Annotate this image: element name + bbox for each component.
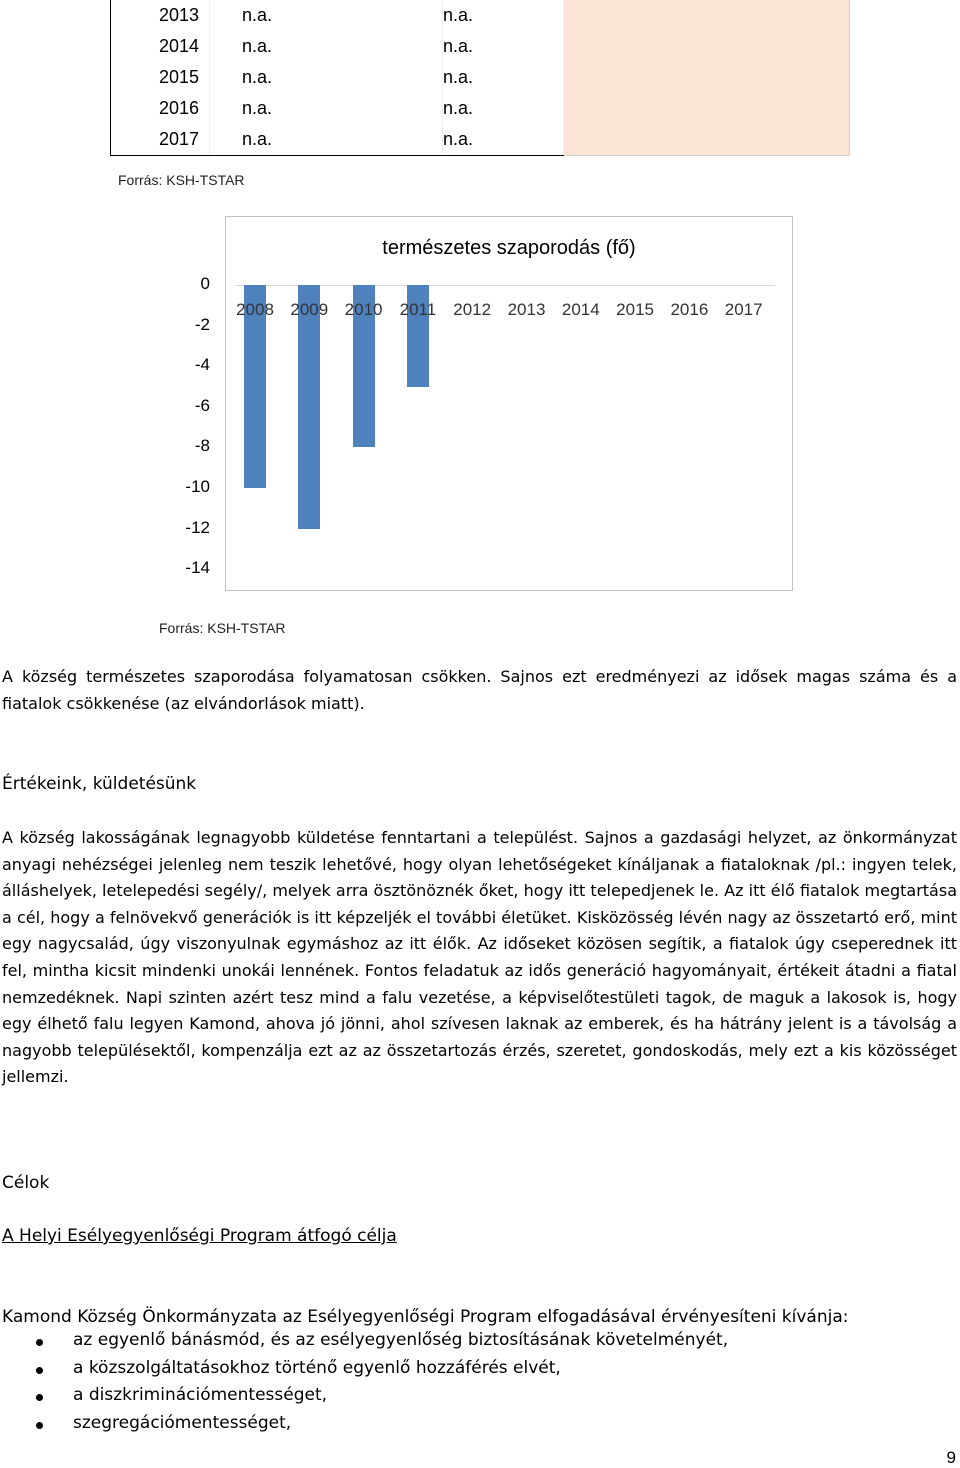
list-item: az egyenlő bánásmód, és az esélyegyenlőség biztosításának követelményét,: [0, 1330, 728, 1358]
y-tick-label: -10: [185, 477, 210, 496]
table-source: Forrás: KSH-TSTAR: [118, 172, 245, 188]
shaded-cell: [564, 124, 850, 156]
goals-list: [0, 1330, 728, 1440]
list-item: a diszkriminációmentességet,: [0, 1385, 728, 1413]
value-cell: n.a.: [443, 31, 564, 62]
y-tick-label: 0: [200, 274, 210, 293]
y-tick-label: -8: [194, 436, 210, 456]
table-row: [111, 93, 850, 124]
shaded-cell: [564, 93, 850, 124]
shaded-cell: [564, 0, 850, 31]
chart-title: természetes szaporodás (fő): [382, 237, 636, 259]
intro-text: Kamond Község Önkormányzata az Esélyegyenlőségi Program elfogadásával érvényesíteni kívánja:: [2, 1307, 849, 1327]
list-item: szegregációmentességet,: [0, 1413, 728, 1441]
value-cell: n.a.: [210, 124, 443, 156]
value-cell: n.a.: [443, 62, 564, 93]
paragraph-mission: A község lakosságának legnagyobb küldetése fenntartani a települést. Sajnos a gazdasági helyzet, az önkormányzat anyagi nehézségei jelenleg nem teszik lehetővé, hogy olyan lehetőségeket kínáljanak a fiataloknak /pl.: ingyen telek, álláshelyek, letelepedési segély/, melyek arra ösztönöznék őket, hogy itt telepedjenek le. Az itt élő fiatalok megtartása a cél, hogy a felnövekvő generációk is itt képzeljék el további életüket. Kisközösség lévén nagy az összetartó erő, mint egy nagycsalád, úgy viszonyulnak egymáshoz az itt élők. Az időseket közösen segítik, a fiatalok úgy cseperednek itt fel, mintha kicsit mindenki unokái lennének. Fontos feladatuk az idős generáció hagyományait, értékeit átadni a fiatal nemzedéknek. Napi szinten azért tesz mind a falu vezetése, a képviselőtestületi tagok, de maguk a lakosok is, hogy egy élhető falu legyen Kamond, ahova jó jönni, ahol szívesen laknak az emberek, és ha hátrány jelent is a távolság a nagyobb településektől, kompenzálja ezt az az összetartozás érzés, szeretet, gondoskodás, mely ezt a kis közösséget jellemzi.: [2, 828, 957, 1087]
value-cell: n.a.: [210, 0, 443, 31]
x-tick-label: 2016: [670, 300, 709, 319]
chart-source: Forrás: KSH-TSTAR: [159, 620, 286, 636]
paragraph-natural-increase: A község természetes szaporodása folyamatosan csökken. Sajnos ezt eredményezi az idősek magas száma és a fiatalok csökkenése (az elvándorlások miatt).: [2, 667, 957, 713]
heading-goals: Célok: [2, 1173, 50, 1193]
bar-2009: [298, 285, 320, 529]
x-tick-label: 2017: [724, 300, 763, 319]
shaded-cell: [564, 62, 850, 93]
year-cell: 2016: [111, 93, 210, 124]
y-tick-label: -14: [185, 558, 210, 578]
table-row: [111, 31, 850, 62]
value-cell: n.a.: [443, 93, 564, 124]
x-tick-label: 2011: [399, 300, 437, 319]
year-cell: 2015: [111, 62, 210, 93]
year-cell: 2014: [111, 31, 210, 62]
list-item: a közszolgáltatásokhoz történő egyenlő hozzáférés elvét,: [0, 1358, 728, 1386]
shaded-cell: [564, 31, 850, 62]
y-tick-label: -2: [194, 314, 210, 334]
table-row: [111, 124, 850, 156]
x-tick-label: 2013: [507, 300, 546, 319]
heading-program-goal: A Helyi Esélyegyenlőségi Program átfogó célja: [2, 1226, 397, 1246]
value-cell: n.a.: [443, 0, 564, 31]
table-row: [111, 0, 850, 31]
x-tick-label: 2010: [344, 300, 383, 319]
y-tick-label: -4: [194, 355, 210, 375]
year-cell: 2017: [111, 124, 210, 156]
page-number: 9: [946, 1448, 956, 1467]
x-tick-label: 2008: [236, 300, 274, 319]
x-tick-label: 2009: [290, 300, 329, 319]
x-tick-label: 2015: [616, 300, 654, 319]
x-tick-label: 2014: [561, 300, 600, 319]
table-row: [111, 62, 850, 93]
value-cell: n.a.: [210, 31, 443, 62]
y-tick-label: -12: [185, 517, 210, 537]
y-tick-label: -6: [194, 395, 210, 415]
year-cell: 2013: [111, 0, 210, 31]
population-table: [110, 0, 850, 156]
value-cell: n.a.: [210, 93, 443, 124]
value-cell: n.a.: [443, 124, 564, 156]
x-tick-label: 2012: [453, 300, 492, 319]
value-cell: n.a.: [210, 62, 443, 93]
heading-values: Értékeink, küldetésünk: [2, 774, 197, 794]
